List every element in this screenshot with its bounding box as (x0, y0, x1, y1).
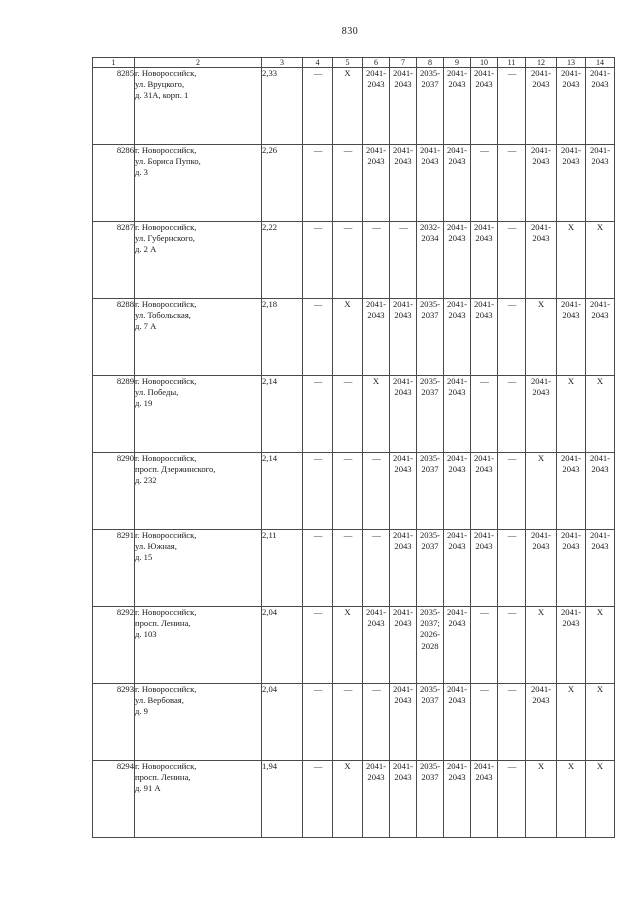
cell-col-14: Х (586, 376, 615, 453)
address-line: д. 7 А (135, 321, 157, 332)
address-line: г. Новороссийск, (135, 222, 197, 232)
row-number: 8289 (93, 376, 135, 453)
address-line: ул. Бориса Пупко, (135, 156, 201, 167)
cell-col-6: 2041- 2043 (363, 68, 390, 145)
cell-col-9: 2041- 2043 (444, 607, 471, 684)
column-header-3: 3 (262, 58, 303, 68)
cell-col-4: — (303, 761, 333, 838)
column-header-8: 8 (417, 58, 444, 68)
cell-col-13: 2041- 2043 (557, 145, 586, 222)
area-cell: 2,14 (262, 376, 303, 453)
cell-col-13: 2041- 2043 (557, 68, 586, 145)
cell-col-14: 2041- 2043 (586, 453, 615, 530)
cell-col-7: 2041- 2043 (390, 68, 417, 145)
cell-col-9: 2041- 2043 (444, 145, 471, 222)
cell-col-10: — (471, 607, 498, 684)
cell-col-10: — (471, 684, 498, 761)
address-line: ул. Вруцкого, (135, 79, 185, 90)
address-cell (135, 299, 262, 376)
cell-col-12: 2041- 2043 (526, 68, 557, 145)
cell-col-12: 2041- 2043 (526, 222, 557, 299)
page-number: 830 (341, 26, 359, 37)
cell-col-13: 2041- 2043 (557, 299, 586, 376)
cell-col-9: 2041- 2043 (444, 453, 471, 530)
column-header-10: 10 (471, 58, 498, 68)
cell-col-10: — (471, 145, 498, 222)
column-header-7: 7 (390, 58, 417, 68)
address-line: д. 15 (135, 552, 153, 563)
address-line: г. Новороссийск, (135, 299, 197, 309)
cell-col-6: — (363, 530, 390, 607)
cell-col-6: 2041- 2043 (363, 145, 390, 222)
cell-col-7: — (390, 222, 417, 299)
address-line: просп. Ленина, (135, 772, 191, 783)
cell-col-10: 2041- 2043 (471, 222, 498, 299)
cell-col-4: — (303, 453, 333, 530)
cell-col-14: 2041- 2043 (586, 299, 615, 376)
row-number: 8288 (93, 299, 135, 376)
cell-col-6: 2041- 2043 (363, 607, 390, 684)
cell-col-13: Х (557, 222, 586, 299)
cell-col-9: 2041- 2043 (444, 376, 471, 453)
cell-col-7: 2041- 2043 (390, 761, 417, 838)
cell-col-13: 2041- 2043 (557, 607, 586, 684)
address-line: г. Новороссийск, (135, 761, 197, 771)
address-line: ул. Тобольская, (135, 310, 191, 321)
cell-col-4: — (303, 607, 333, 684)
cell-col-4: — (303, 376, 333, 453)
area-cell: 2,11 (262, 530, 303, 607)
cell-col-10: — (471, 376, 498, 453)
cell-col-8: 2032- 2034 (417, 222, 444, 299)
table-row (93, 145, 615, 222)
table-row (93, 684, 615, 761)
cell-col-10: 2041- 2043 (471, 761, 498, 838)
address-line: просп. Ленина, (135, 618, 191, 629)
table-row (93, 453, 615, 530)
table-row (93, 376, 615, 453)
address-line: г. Новороссийск, (135, 376, 197, 386)
table-body (93, 68, 615, 838)
cell-col-9: 2041- 2043 (444, 222, 471, 299)
cell-col-14: 2041- 2043 (586, 68, 615, 145)
cell-col-7: 2041- 2043 (390, 453, 417, 530)
cell-col-8: 2035- 2037 (417, 453, 444, 530)
cell-col-14: Х (586, 222, 615, 299)
cell-col-8: 2041- 2043 (417, 145, 444, 222)
area-cell: 2,14 (262, 453, 303, 530)
cell-col-6: — (363, 684, 390, 761)
address-cell (135, 453, 262, 530)
table-row (93, 68, 615, 145)
address-line: ул. Южная, (135, 541, 177, 552)
cell-col-5: Х (333, 68, 363, 145)
cell-col-12: 2041- 2043 (526, 376, 557, 453)
row-number: 8294 (93, 761, 135, 838)
cell-col-5: Х (333, 299, 363, 376)
cell-col-14: Х (586, 607, 615, 684)
row-number: 8293 (93, 684, 135, 761)
cell-col-5: — (333, 684, 363, 761)
address-line: ул. Победы, (135, 387, 179, 398)
cell-col-13: 2041- 2043 (557, 453, 586, 530)
cell-col-10: 2041- 2043 (471, 299, 498, 376)
table-row (93, 761, 615, 838)
area-cell: 2,33 (262, 68, 303, 145)
cell-col-11: — (498, 607, 526, 684)
cell-col-11: — (498, 761, 526, 838)
table-row (93, 530, 615, 607)
address-line: д. 9 (135, 706, 148, 717)
cell-col-8: 2035- 2037 (417, 376, 444, 453)
column-header-5: 5 (333, 58, 363, 68)
address-cell (135, 761, 262, 838)
address-line: г. Новороссийск, (135, 68, 197, 78)
address-cell (135, 607, 262, 684)
address-cell (135, 145, 262, 222)
cell-col-13: 2041- 2043 (557, 530, 586, 607)
area-cell: 2,26 (262, 145, 303, 222)
cell-col-7: 2041- 2043 (390, 376, 417, 453)
cell-col-6: 2041- 2043 (363, 761, 390, 838)
cell-col-6: — (363, 222, 390, 299)
cell-col-12: Х (526, 299, 557, 376)
cell-col-5: — (333, 145, 363, 222)
column-header-1: 1 (93, 58, 135, 68)
cell-col-4: — (303, 145, 333, 222)
cell-col-7: 2041- 2043 (390, 607, 417, 684)
address-line: ул. Губернского, (135, 233, 195, 244)
address-cell (135, 68, 262, 145)
cell-col-7: 2041- 2043 (390, 530, 417, 607)
column-header-6: 6 (363, 58, 390, 68)
address-line: ул. Вербовая, (135, 695, 184, 706)
address-cell (135, 684, 262, 761)
address-line: д. 232 (135, 475, 157, 486)
address-line: д. 2 А (135, 244, 157, 255)
row-number: 8291 (93, 530, 135, 607)
column-header-14: 14 (586, 58, 615, 68)
cell-col-6: — (363, 453, 390, 530)
column-header-11: 11 (498, 58, 526, 68)
column-number-row (93, 58, 615, 68)
cell-col-6: 2041- 2043 (363, 299, 390, 376)
cell-col-13: Х (557, 684, 586, 761)
cell-col-7: 2041- 2043 (390, 684, 417, 761)
address-line: г. Новороссийск, (135, 530, 197, 540)
cell-col-10: 2041- 2043 (471, 68, 498, 145)
cell-col-7: 2041- 2043 (390, 299, 417, 376)
cell-col-10: 2041- 2043 (471, 453, 498, 530)
row-number: 8285 (93, 68, 135, 145)
cell-col-11: — (498, 684, 526, 761)
cell-col-5: Х (333, 607, 363, 684)
cell-col-13: Х (557, 761, 586, 838)
cell-col-9: 2041- 2043 (444, 299, 471, 376)
address-cell (135, 530, 262, 607)
area-cell: 2,18 (262, 299, 303, 376)
cell-col-8: 2035- 2037 (417, 761, 444, 838)
cell-col-5: — (333, 530, 363, 607)
column-header-4: 4 (303, 58, 333, 68)
cell-col-11: — (498, 299, 526, 376)
row-number: 8292 (93, 607, 135, 684)
cell-col-12: 2041- 2043 (526, 684, 557, 761)
address-line: г. Новороссийск, (135, 684, 197, 694)
cell-col-12: 2041- 2043 (526, 530, 557, 607)
address-line: д. 31А, корп. 1 (135, 90, 189, 101)
cell-col-12: 2041- 2043 (526, 145, 557, 222)
table-row (93, 607, 615, 684)
cell-col-11: — (498, 453, 526, 530)
cell-col-5: — (333, 222, 363, 299)
cell-col-8: 2035- 2037; 2026- 2028 (417, 607, 444, 684)
column-header-12: 12 (526, 58, 557, 68)
row-number: 8290 (93, 453, 135, 530)
cell-col-8: 2035- 2037 (417, 68, 444, 145)
cell-col-5: Х (333, 761, 363, 838)
address-line: д. 103 (135, 629, 157, 640)
address-line: г. Новороссийск, (135, 607, 197, 617)
cell-col-9: 2041- 2043 (444, 684, 471, 761)
address-line: просп. Дзержинского, (135, 464, 216, 475)
cell-col-11: — (498, 376, 526, 453)
cell-col-6: Х (363, 376, 390, 453)
address-line: г. Новороссийск, (135, 453, 197, 463)
cell-col-9: 2041- 2043 (444, 68, 471, 145)
cell-col-4: — (303, 68, 333, 145)
cell-col-12: Х (526, 761, 557, 838)
cell-col-8: 2035- 2037 (417, 299, 444, 376)
row-number: 8287 (93, 222, 135, 299)
table-row (93, 299, 615, 376)
area-cell: 2,04 (262, 607, 303, 684)
address-cell (135, 376, 262, 453)
cell-col-4: — (303, 299, 333, 376)
cell-col-5: — (333, 376, 363, 453)
cell-col-4: — (303, 222, 333, 299)
cell-col-7: 2041- 2043 (390, 145, 417, 222)
address-line: г. Новороссийск, (135, 145, 197, 155)
address-line: д. 19 (135, 398, 153, 409)
cell-col-5: — (333, 453, 363, 530)
cell-col-9: 2041- 2043 (444, 761, 471, 838)
cell-col-14: Х (586, 761, 615, 838)
cell-col-14: 2041- 2043 (586, 145, 615, 222)
cell-col-8: 2035- 2037 (417, 530, 444, 607)
cell-col-8: 2035- 2037 (417, 684, 444, 761)
area-cell: 2,22 (262, 222, 303, 299)
column-header-2: 2 (135, 58, 262, 68)
table-row (93, 222, 615, 299)
area-cell: 1,94 (262, 761, 303, 838)
cell-col-11: — (498, 145, 526, 222)
cell-col-4: — (303, 530, 333, 607)
cell-col-14: Х (586, 684, 615, 761)
cell-col-9: 2041- 2043 (444, 530, 471, 607)
cell-col-12: Х (526, 453, 557, 530)
cell-col-10: 2041- 2043 (471, 530, 498, 607)
cell-col-12: Х (526, 607, 557, 684)
area-cell: 2,04 (262, 684, 303, 761)
column-header-13: 13 (557, 58, 586, 68)
cell-col-4: — (303, 684, 333, 761)
cell-col-11: — (498, 68, 526, 145)
address-line: д. 91 А (135, 783, 161, 794)
address-cell (135, 222, 262, 299)
cell-col-11: — (498, 530, 526, 607)
cell-col-11: — (498, 222, 526, 299)
cell-col-13: Х (557, 376, 586, 453)
register-table (92, 57, 615, 838)
cell-col-14: 2041- 2043 (586, 530, 615, 607)
address-line: д. 3 (135, 167, 148, 178)
column-header-9: 9 (444, 58, 471, 68)
row-number: 8286 (93, 145, 135, 222)
